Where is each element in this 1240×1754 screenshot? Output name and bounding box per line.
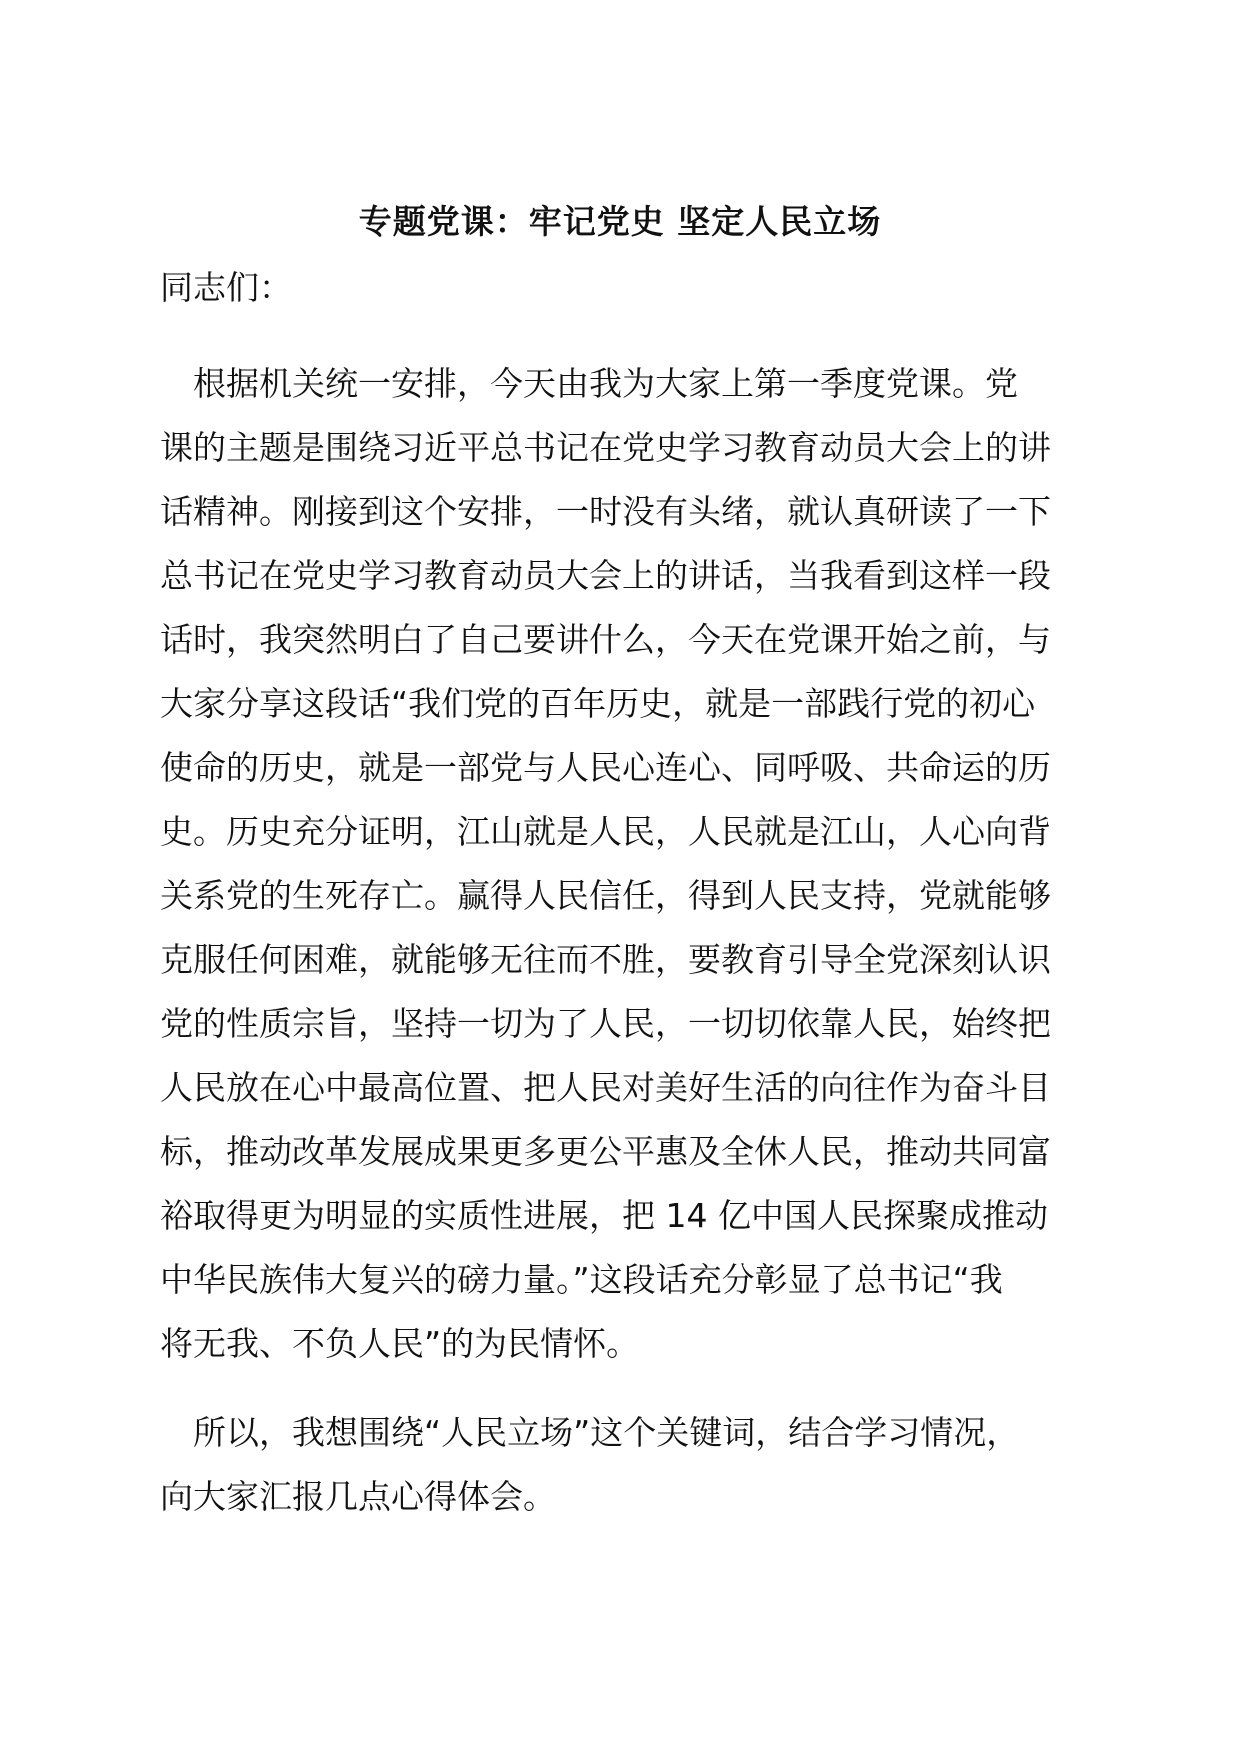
document-title: 专题党课：牢记党史 坚定人民立场 (358, 202, 882, 241)
paragraph-line: 将无我、不负人民”的为民情怀。 (160, 1324, 640, 1363)
paragraph-line: 中华民族伟大复兴的磅力量。”这段话充分彰显了总书记“我 (160, 1260, 1003, 1299)
paragraph-line: 所以，我想围绕“人民立场”这个关键词，结合学习情况， (160, 1413, 1020, 1452)
paragraph-line: 克服任何困难，就能够无往而不胜，要教育引导全党深刻认识 (160, 940, 1051, 979)
paragraph-line: 向大家汇报几点心得体会。 (160, 1477, 556, 1516)
paragraph-line: 裕取得更为明显的实质性进展，把 14 亿中国人民探聚成推动 (160, 1196, 1048, 1235)
paragraph-line: 人民放在心中最高位置、把人民对美好生活的向往作为奋斗目 (160, 1068, 1051, 1107)
paragraph-line: 总书记在党史学习教育动员大会上的讲话，当我看到这样一段 (160, 556, 1051, 595)
paragraph-line: 课的主题是围绕习近平总书记在党史学习教育动员大会上的讲 (160, 428, 1051, 467)
paragraph-line: 党的性质宗旨，坚持一切为了人民，一切切依靠人民，始终把 (160, 1004, 1051, 1043)
paragraph-line: 史。历史充分证明，江山就是人民，人民就是江山，人心向背 (160, 812, 1051, 851)
paragraph-line: 使命的历史，就是一部党与人民心连心、同呼吸、共命运的历 (160, 748, 1051, 787)
paragraph-line: 话时，我突然明白了自己要讲什么，今天在党课开始之前，与 (160, 620, 1051, 659)
paragraph-line: 关系党的生死存亡。赢得人民信任，得到人民支持，党就能够 (160, 876, 1051, 915)
paragraph-line: 标，推动改革发展成果更多更公平惠及全休人民，推动共同富 (160, 1132, 1051, 1171)
paragraph-line: 话精神。刚接到这个安排，一时没有头绪，就认真研读了一下 (160, 492, 1051, 531)
paragraph-line: 大家分享这段话“我们党的百年历史，就是一部践行党的初心 (160, 684, 1036, 723)
paragraph-line: 根据机关统一安排，今天由我为大家上第一季度党课。党 (160, 364, 1018, 403)
salutation: 同志们： (160, 268, 292, 307)
